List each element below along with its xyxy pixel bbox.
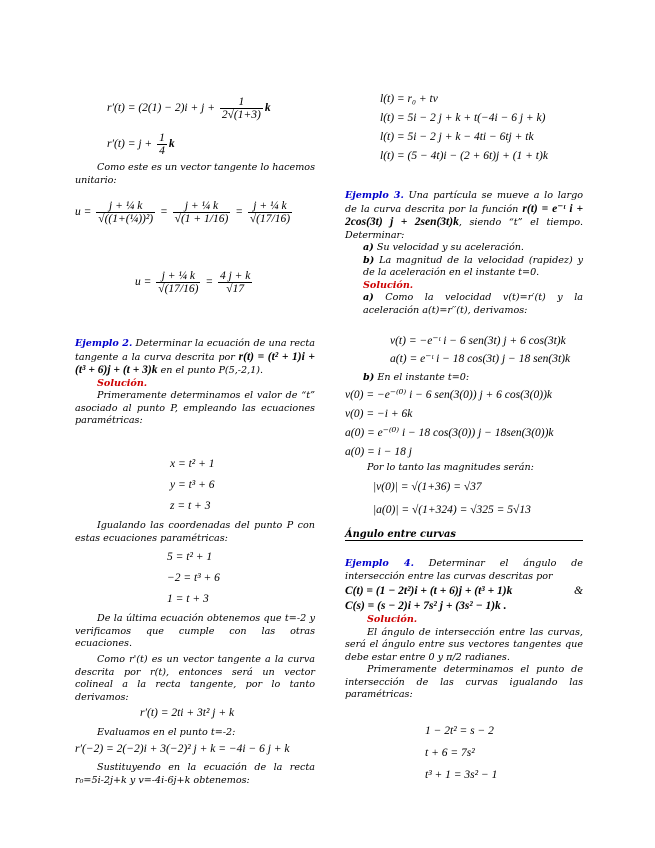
example-2-label: Ejemplo 2.: [75, 338, 133, 349]
equation-r-prime-2: r′(t) = j + $\frac{1}{4}$ k: [107, 132, 175, 157]
example-4-label: Ejemplo 4.: [345, 558, 414, 569]
example-4: Ejemplo 4. Determinar el ángulo de intersección entre las curvas descritas por C(t) = (1 − 2t²)i + (t + 6)j + (t³ + 1)k & C(s) = (s − 2)i + 7s² j + (3s² − 1)k . Solución. El ángulo de intersección entre las curvas, será el ángulo entre sus vectores tangentes que debe estar entre 0 y π/2 radianes. Primeramente determinamos el punto de intersección de las curvas igualando las paramétricas:: [345, 558, 583, 700]
example-2-curve: r(t) = (t² + 1)i + (t³ + 6)j + (t + 3)k: [75, 350, 315, 376]
text-ultima: De la última ecuación obtenemos que t=-2 y verificamos que cumple con las otras ecuaciones.: [75, 613, 315, 649]
example-3-curve: r(t) = e⁻ᵗ i + 2cos(3t) j + 2sen(3t)k: [345, 202, 583, 228]
equation-u-2: u = $\frac{\text{j + ¼ k}}{√(17/16)}$ = $\frac{4 j + k}{√17}$: [135, 270, 251, 295]
example-3-label: Ejemplo 3.: [345, 190, 404, 201]
text-evaluamos: Evaluamos en el punto t=-2:: [97, 727, 236, 738]
text-como: Como r'(t) es un vector tangente a la curva descrita por r(t), entonces será un vector colineal a la recta tangente, por lo tanto derivamos:: [75, 654, 315, 703]
text-sustituyendo: Sustituyendo en la ecuación de la recta r₀=5i-2j+k y v=-4i-6j+k obtenemos:: [75, 762, 315, 786]
text-tangent-unit: Como este es un vector tangente lo hacemos unitario:: [75, 162, 315, 186]
section-title: Ángulo entre curvas: [345, 529, 583, 541]
solution-label-3: Solución.: [363, 279, 414, 291]
curve-c-s: C(s) = (s − 2)i + 7s² j + (3s² − 1)k .: [345, 600, 507, 612]
equation-r-prime-1: r′(t) = (2(1) − 2)i + j + $\frac{1}{2√(1+3)}$ k: [107, 96, 271, 121]
curve-c-t: C(t) = (1 − 2t²)i + (t + 6)j + (t³ + 1)k: [345, 585, 513, 597]
equation-evaluation: r′(−2) = 2(−2)i + 3(−2)² j + k = −4i − 6 j + k: [75, 743, 290, 755]
text-igualando: Igualando las coordenadas del punto P con estas ecuaciones paramétricas:: [75, 520, 315, 544]
solution-label: Solución.: [97, 377, 148, 389]
text-instante: b) En el instante t=0:: [363, 372, 470, 383]
solution-label-4: Solución.: [367, 614, 418, 625]
velocity-acceleration-equations: v(t) = −e⁻ᵗ i − 6 sen(3t) j + 6 cos(3t)k a(t) = e⁻ᵗ i − 18 cos(3t) j − 18 sen(3t)k: [390, 335, 571, 365]
text-primero: Primeramente determinamos el valor de “t” asociado al punto P, empleando las ecuaciones paramétricas:: [75, 390, 315, 426]
intersection-equations: 1 − 2t² = s − 2 t + 6 = 7s² t³ + 1 = 3s² − 1: [425, 725, 498, 781]
example-2: Ejemplo 2. Determinar la ecuación de una recta tangente a la curva descrita por r(t) = (t² + 1)i + (t³ + 6)j + (t + 3)k en el punto P(5,-2,1). Solución. Primeramente determinamos el valor de “t” asociado al punto P, empleando las ecuaciones paramétricas:: [75, 338, 315, 426]
text-angulo: El ángulo de intersección entre las curvas, será el ángulo entre sus vectores tangentes que debe estar entre 0 y π/2 radianes.: [345, 626, 583, 663]
example-3: Ejemplo 3. Una partícula se mueve a lo largo de la curva descrita por la función r(t) = e⁻ᵗ i + 2cos(3t) j + 2sen(3t)k, siendo “t” el tiempo. Determinar: a) Su velocidad y su aceleración. b) La magnitud de la velocidad (rapidez) y de la aceleración en el instante t=0. Solución. a) Como la velocidad v(t)=r′(t) y la aceleración a(t)=r′′(t), derivamos:: [345, 190, 583, 316]
text-magnitudes: Por lo tanto las magnitudes serán:: [367, 462, 534, 473]
line-equations: l(t) = r₀ + tv l(t) = 5i − 2 j + k + t(−4i − 6 j + k) l(t) = 5i − 2 j + k − 4ti − 6tj + tk l(t) = (5 − 4t)i − (2 + 6t)j + (1 + t)k: [380, 93, 548, 162]
text-primero-4: Primeramente determinamos el punto de intersección de las curvas igualando las paramétricas:: [345, 664, 583, 700]
coordinate-equations: 5 = t² + 1 −2 = t³ + 6 1 = t + 3: [167, 551, 220, 605]
parametric-equations: x = t² + 1 y = t³ + 6 z = t + 3: [170, 458, 215, 512]
equation-u-1: u = $\frac{\text{j + ¼ k}}{\text{√((1+(¼))²)}}$ = $\frac{\text{j + ¼ k}}{√(1 + 1/16)}$ = $\frac{\text{j + ¼ k}}{√(17/16)}$: [75, 200, 291, 225]
instant-equations: v(0) = −e⁻⁽⁰⁾ i − 6 sen(3(0)) j + 6 cos(3(0))k v(0) = −i + 6k a(0) = e⁻⁽⁰⁾ i − 18 cos(3(0)) j − 18sen(3(0))k a(0) = i − 18 j: [345, 389, 554, 458]
magnitude-equations: |v(0)| = √(1+36) = √37 |a(0)| = √(1+324) = √325 = 5√13: [373, 481, 531, 516]
equation-derivative: r′(t) = 2ti + 3t² j + k: [140, 707, 235, 719]
